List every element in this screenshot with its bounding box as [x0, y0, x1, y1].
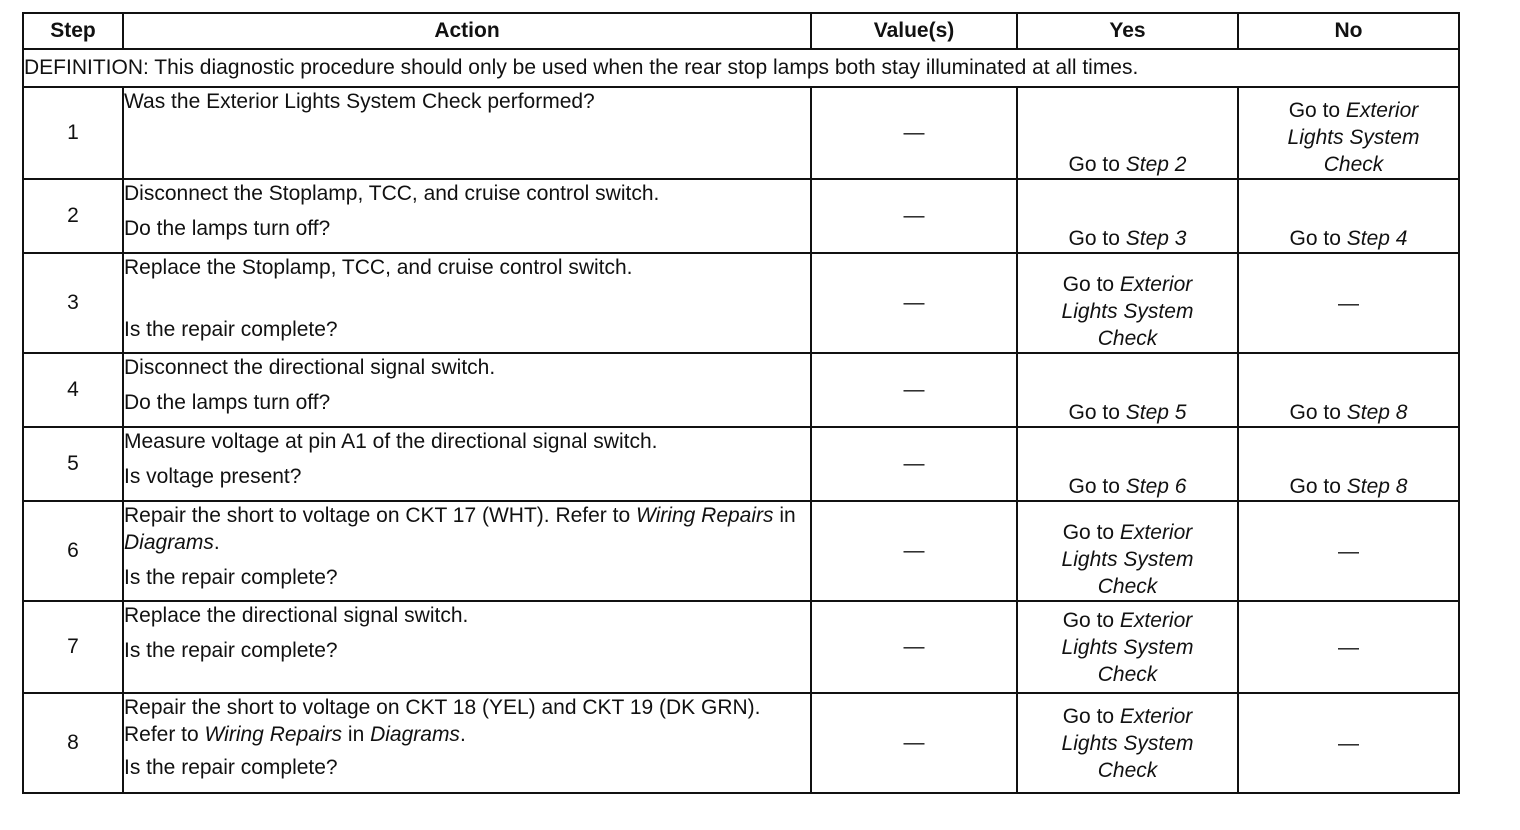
yes-prefix: Go to	[1068, 401, 1126, 424]
yes-prefix: Go to	[1062, 521, 1120, 544]
header-step: Step	[23, 13, 123, 49]
no-prefix: Go to	[1288, 99, 1346, 122]
no-cell	[1238, 601, 1459, 693]
table-row	[23, 253, 1459, 353]
yes-cell	[1017, 179, 1238, 253]
no-prefix: Go to	[1289, 401, 1347, 424]
header-row	[23, 13, 1459, 49]
action-line: Disconnect the directional signal switch.	[124, 356, 496, 379]
action-cell	[123, 693, 811, 793]
action-line	[124, 694, 810, 748]
table-row	[23, 353, 1459, 427]
yes-ref: Step 6	[1125, 475, 1187, 498]
step-number: 7	[23, 601, 123, 693]
value-cell: —	[811, 501, 1017, 601]
action-ref: Diagrams	[124, 531, 214, 554]
value-cell: —	[811, 253, 1017, 353]
yes-ref: Step 5	[1125, 401, 1187, 424]
no-ref: Step 8	[1346, 475, 1408, 498]
definition-text: DEFINITION: This diagnostic procedure should only be used when the rear stop lamps both stay illuminated at all times.	[23, 49, 1459, 87]
table-row	[23, 501, 1459, 601]
step-number: 1	[23, 87, 123, 179]
table-row	[23, 427, 1459, 501]
no-ref: Step 8	[1346, 401, 1408, 424]
no-cell	[1238, 501, 1459, 601]
header-no: No	[1238, 13, 1459, 49]
action-question: Do the lamps turn off?	[124, 217, 331, 240]
no-ref: —	[1338, 291, 1359, 315]
header-values: Value(s)	[811, 13, 1017, 49]
no-prefix: Go to	[1289, 475, 1347, 498]
action-line	[124, 502, 810, 556]
yes-prefix: Go to	[1062, 704, 1120, 728]
action-line: Replace the Stoplamp, TCC, and cruise control switch.	[124, 256, 633, 279]
table-row	[23, 601, 1459, 693]
action-ref: Wiring Repairs	[204, 723, 343, 746]
value-cell: —	[811, 601, 1017, 693]
action-cell	[123, 501, 811, 601]
action-text: Repair the short to voltage on CKT 18 (YEL) and CKT 19 (DK GRN). Refer to	[124, 696, 761, 746]
action-cell	[123, 179, 811, 253]
yes-cell	[1017, 693, 1238, 793]
header-action: Action	[123, 13, 811, 49]
no-cell	[1238, 693, 1459, 793]
action-cell	[123, 427, 811, 501]
value-cell: —	[811, 179, 1017, 253]
no-cell	[1238, 87, 1459, 179]
value-cell: —	[811, 87, 1017, 179]
action-cell	[123, 353, 811, 427]
yes-ref: Exterior Lights System Check	[1061, 704, 1194, 782]
action-cell	[123, 601, 811, 693]
action-cell	[123, 253, 811, 353]
value-cell: —	[811, 353, 1017, 427]
step-number: 3	[23, 253, 123, 353]
no-prefix: Go to	[1289, 227, 1347, 250]
no-ref: —	[1338, 635, 1359, 659]
yes-prefix: Go to	[1062, 273, 1120, 296]
yes-ref: Exterior Lights System Check	[1061, 273, 1194, 350]
yes-cell	[1017, 353, 1238, 427]
action-ref: Wiring Repairs	[636, 504, 774, 527]
no-cell	[1238, 427, 1459, 501]
action-question: Is the repair complete?	[124, 566, 338, 589]
action-question: Is the repair complete?	[124, 756, 338, 779]
step-number: 5	[23, 427, 123, 501]
no-ref: —	[1338, 731, 1359, 755]
no-cell	[1238, 253, 1459, 353]
step-number: 2	[23, 179, 123, 253]
action-question: Is the repair complete?	[124, 318, 338, 341]
yes-cell	[1017, 253, 1238, 353]
yes-cell	[1017, 427, 1238, 501]
yes-cell	[1017, 501, 1238, 601]
yes-ref: Step 3	[1125, 227, 1187, 250]
action-text: in	[773, 504, 796, 527]
no-ref: Exterior Lights System Check	[1287, 99, 1420, 176]
step-number: 6	[23, 501, 123, 601]
action-line: Disconnect the Stoplamp, TCC, and cruise control switch.	[124, 182, 660, 205]
action-text: .	[459, 723, 466, 746]
step-number: 8	[23, 693, 123, 793]
no-cell	[1238, 179, 1459, 253]
action-cell	[123, 87, 811, 179]
yes-prefix: Go to	[1068, 227, 1126, 250]
action-question: Is voltage present?	[124, 465, 302, 488]
value-cell: —	[811, 693, 1017, 793]
diagnostic-table	[22, 12, 1460, 794]
yes-prefix: Go to	[1068, 153, 1126, 176]
action-question: Do the lamps turn off?	[124, 391, 331, 414]
action-text: Repair the short to voltage on CKT 17 (WHT). Refer to	[124, 504, 636, 527]
action-text: .	[213, 531, 220, 554]
action-ref: Diagrams	[370, 723, 460, 746]
value-cell: —	[811, 427, 1017, 501]
yes-ref: Exterior Lights System Check	[1061, 521, 1194, 598]
no-ref: —	[1338, 539, 1359, 563]
yes-cell	[1017, 601, 1238, 693]
action-line: Was the Exterior Lights System Check performed?	[124, 90, 595, 113]
no-cell	[1238, 353, 1459, 427]
action-line: Replace the directional signal switch.	[124, 604, 469, 627]
yes-ref: Step 2	[1125, 153, 1187, 176]
yes-ref: Exterior Lights System Check	[1061, 608, 1194, 686]
action-line: Measure voltage at pin A1 of the directional signal switch.	[124, 430, 658, 453]
action-question: Is the repair complete?	[124, 639, 338, 662]
step-number: 4	[23, 353, 123, 427]
table-row	[23, 87, 1459, 179]
table-row	[23, 693, 1459, 793]
yes-prefix: Go to	[1068, 475, 1126, 498]
yes-cell	[1017, 87, 1238, 179]
definition-row	[23, 49, 1459, 87]
table-row	[23, 179, 1459, 253]
header-yes: Yes	[1017, 13, 1238, 49]
no-ref: Step 4	[1346, 227, 1408, 250]
yes-prefix: Go to	[1062, 608, 1120, 632]
action-text: in	[342, 723, 371, 746]
